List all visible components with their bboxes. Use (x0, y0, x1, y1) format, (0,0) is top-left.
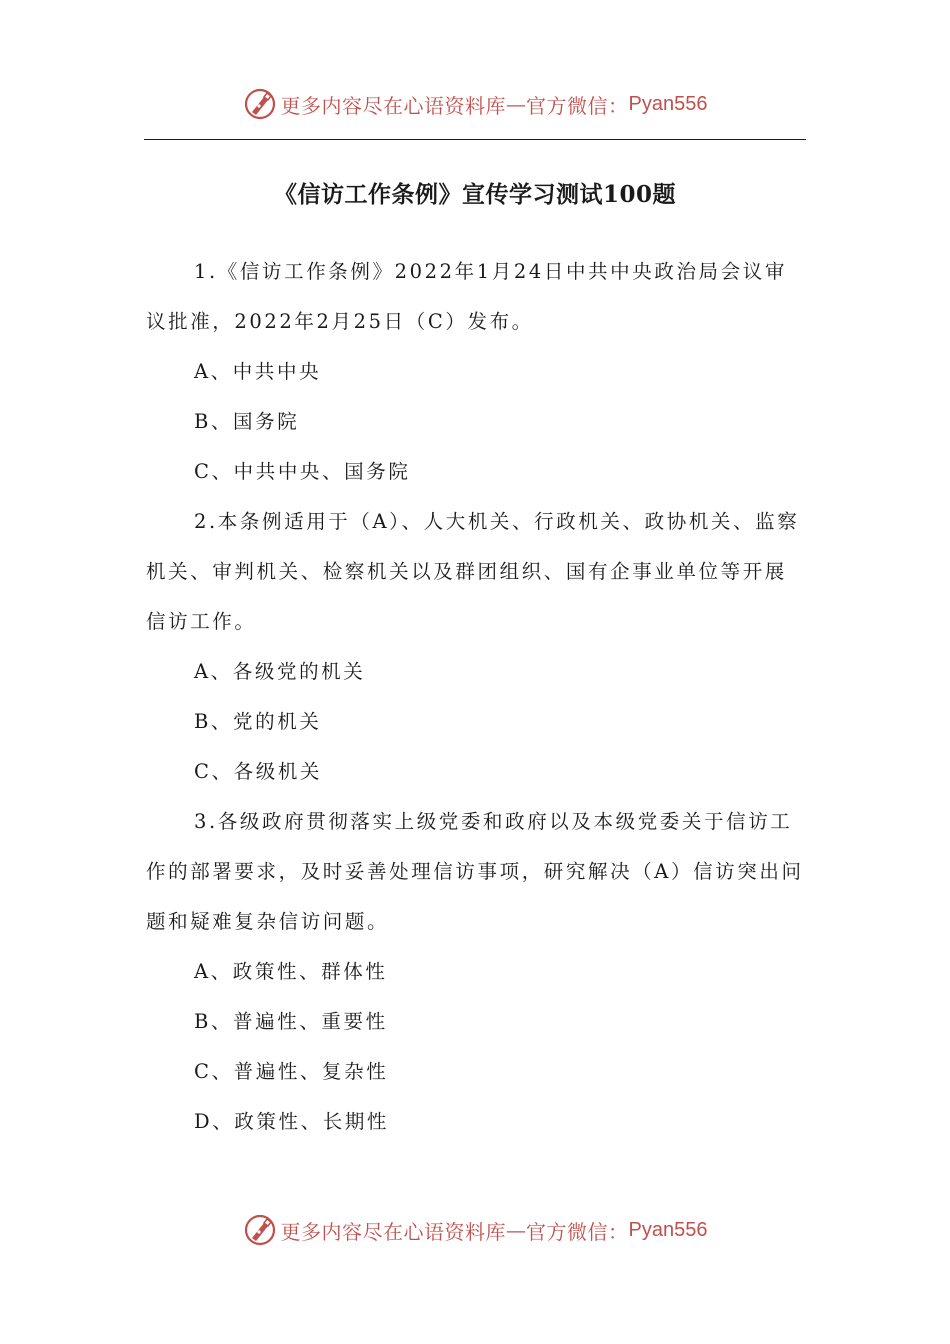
header-wechat-label: 官方微信： (526, 93, 629, 118)
question-option: A、政策性、群体性 (194, 960, 388, 983)
footer-banner-separator: — (506, 1218, 527, 1242)
header-banner (0, 84, 950, 124)
header-banner-separator: — (506, 92, 527, 116)
question-option: A、中共中央 (194, 360, 322, 383)
question-option: D、政策性、长期性 (194, 1110, 390, 1133)
footer-wechat-label: 官方微信： (526, 1219, 629, 1244)
footer-wechat-id: Pyan556 (628, 1218, 708, 1241)
pen-nib-logo-icon (243, 87, 277, 121)
question-option: C、各级机关 (194, 760, 323, 783)
footer-banner (0, 1210, 950, 1250)
document-body (146, 247, 808, 1147)
question-stem: 2.本条例适用于（A）、人大机关、行政机关、政协机关、监察机关、审判机关、检察机关以及群团组织、国有企事业单位等开展信访工作。 (146, 510, 800, 633)
question-option: C、中共中央、国务院 (194, 460, 411, 483)
question-stem: 3.各级政府贯彻落实上级党委和政府以及本级党委关于信访工作的部署要求，及时妥善处理信访事项，研究解决（A）信访突出问题和疑难复杂信访问题。 (146, 810, 804, 933)
question-option: B、党的机关 (194, 710, 322, 733)
question-option: A、各级党的机关 (194, 660, 366, 683)
header-banner-text: 更多内容尽在心语资料库 (280, 93, 507, 118)
header-wechat-id: Pyan556 (628, 92, 708, 115)
question-option: C、普遍性、复杂性 (194, 1060, 389, 1083)
pen-nib-logo-icon (243, 1213, 277, 1247)
question-option: B、国务院 (194, 410, 300, 433)
footer-banner-text: 更多内容尽在心语资料库 (280, 1219, 507, 1244)
document-title: 《信访工作条例》宣传学习测试100题 (273, 181, 676, 208)
header-divider (144, 139, 806, 140)
question-option: B、普遍性、重要性 (194, 1010, 388, 1033)
question-stem: 1.《信访工作条例》2022年1月24日中共中央政治局会议审议批准，2022年2月25日（C）发布。 (146, 260, 787, 333)
